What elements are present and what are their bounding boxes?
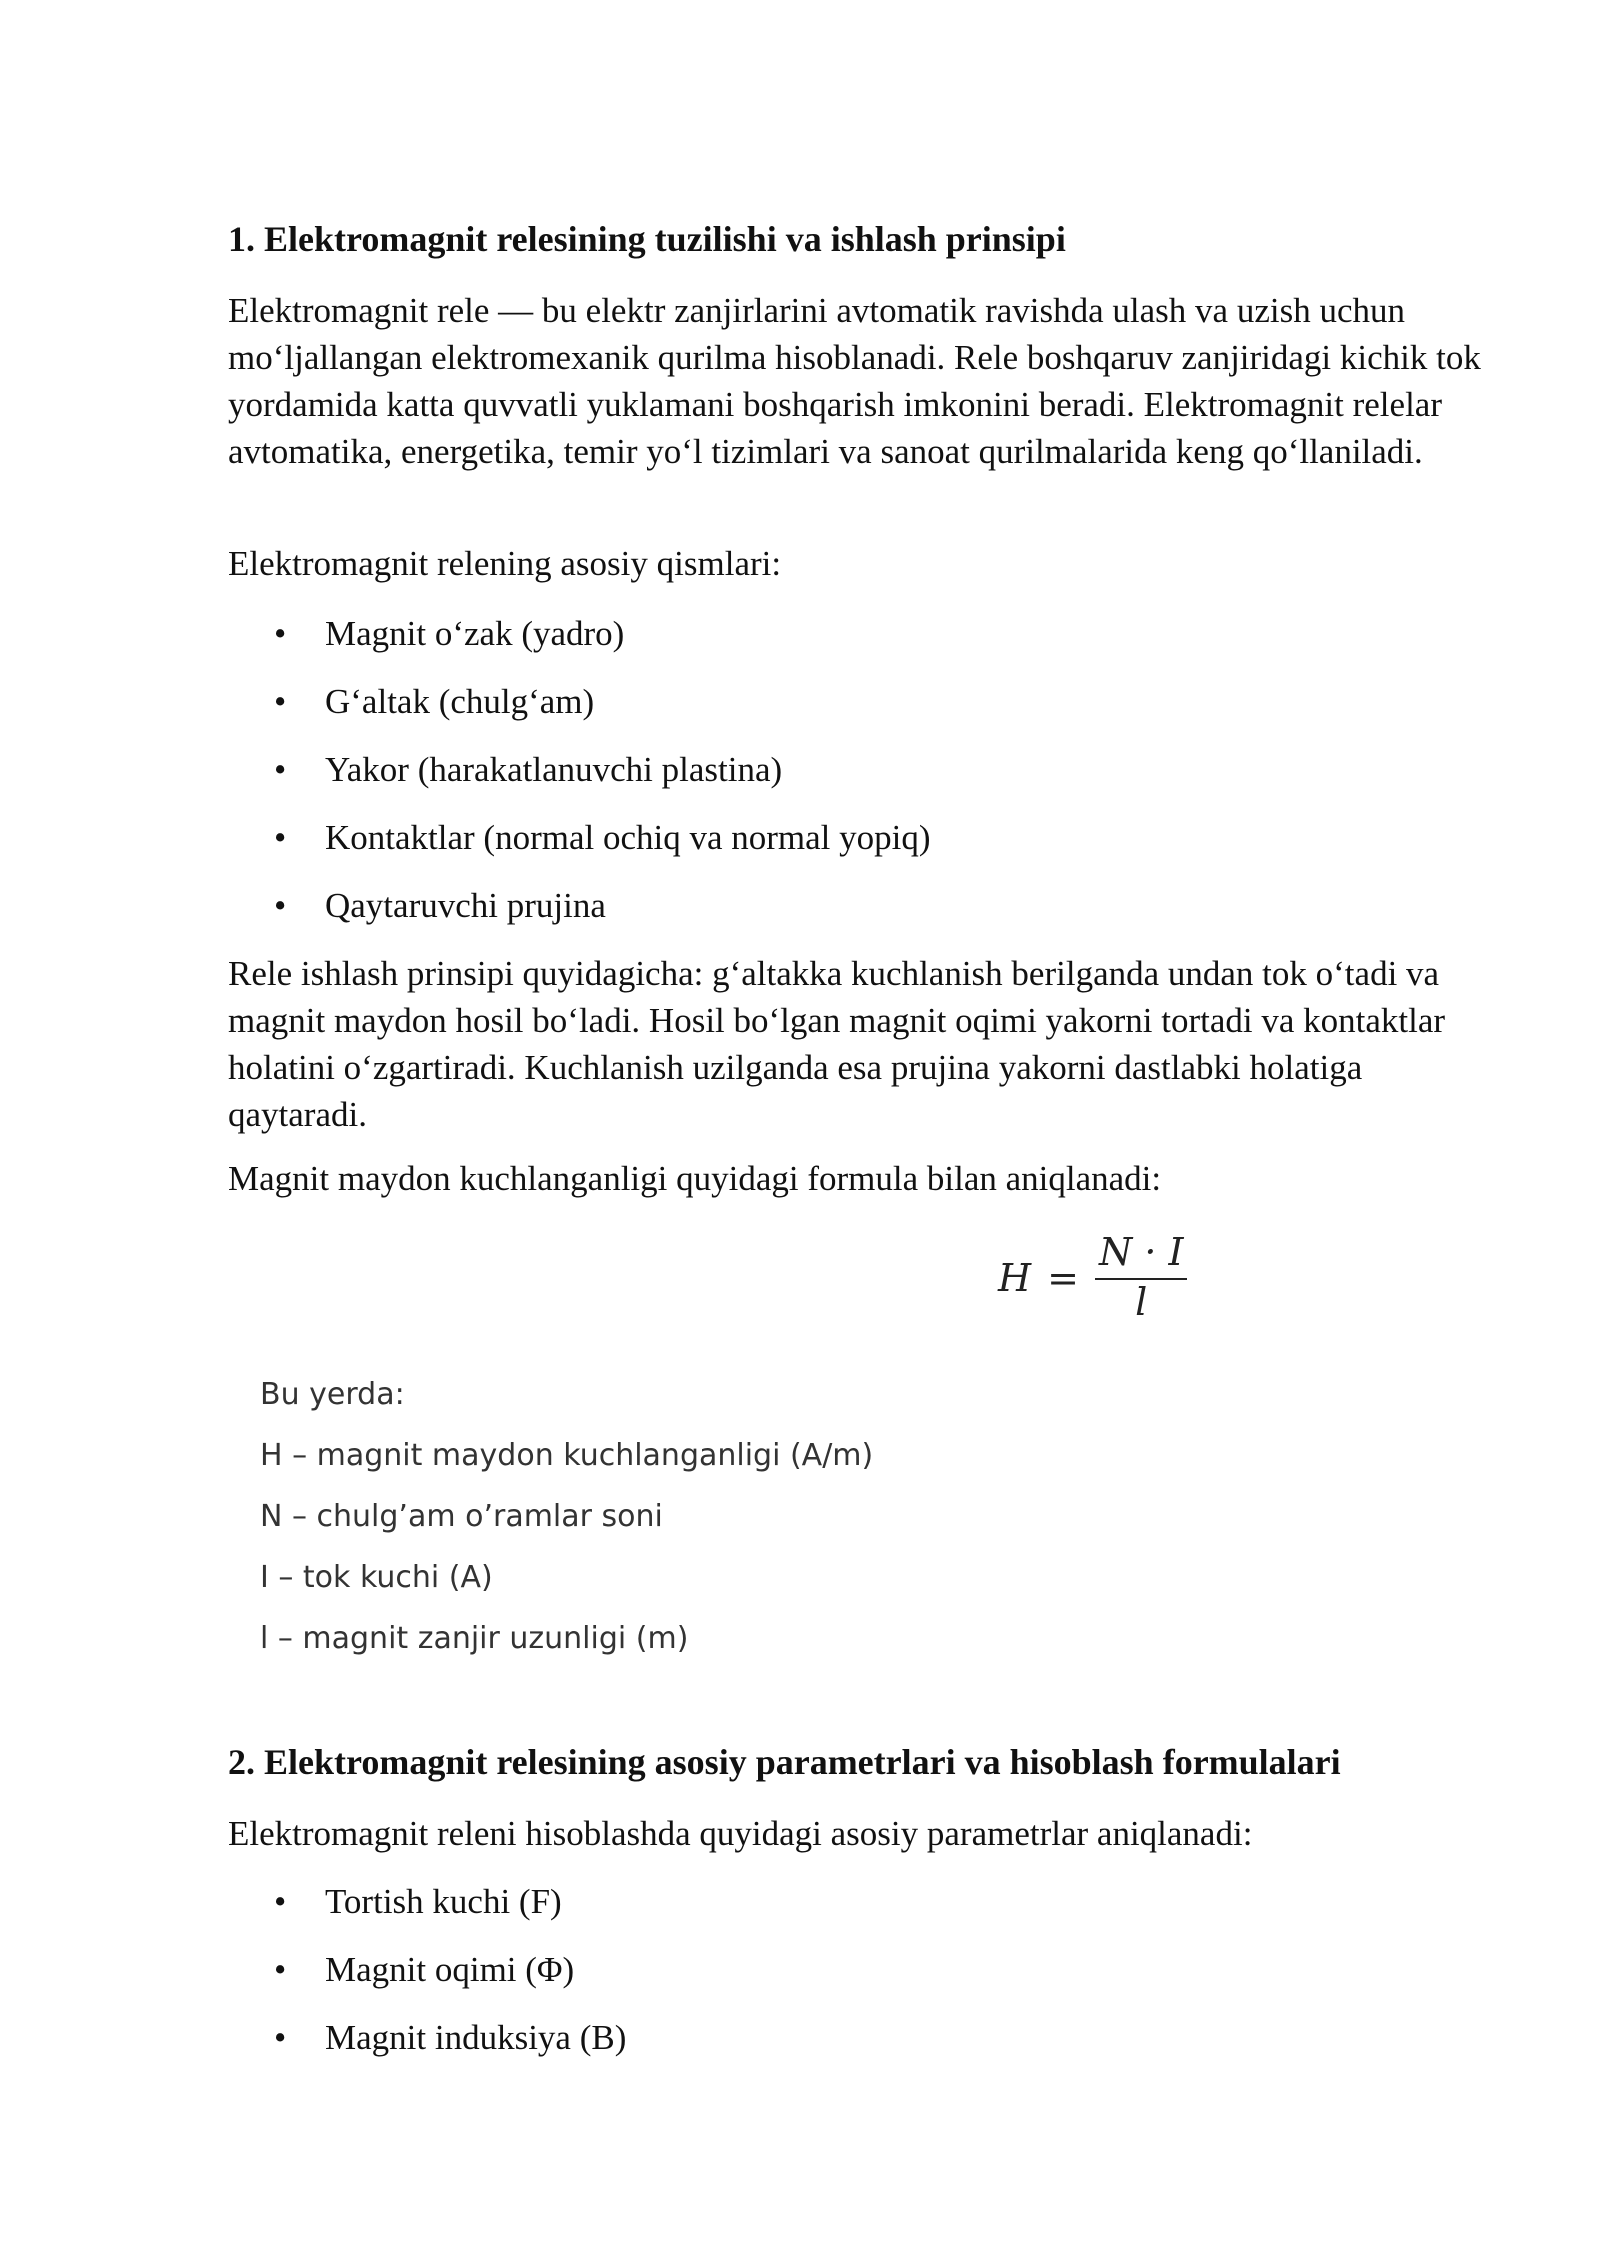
formula-fraction — [1095, 1232, 1188, 1324]
parts-intro-text: Elektromagnit relening asosiy qismlari: — [228, 544, 782, 583]
formula-equals: = — [1047, 1255, 1079, 1300]
list-item-text: Qaytaruvchi prujina — [325, 886, 606, 925]
list-item-text: Magnit o‘zak (yadro) — [325, 614, 625, 653]
list-item-text: Magnit induksiya (B) — [325, 2018, 627, 2057]
list-item-text: Yakor (harakatlanuvchi plastina) — [325, 750, 783, 789]
relay-parameters-list — [228, 1878, 626, 2082]
bullet-icon: • — [274, 750, 287, 789]
list-item — [228, 746, 931, 814]
legend-line: I – tok kuchi (A) — [260, 1560, 493, 1595]
list-item-text: G‘altak (chulg‘am) — [325, 682, 595, 721]
bullet-icon: • — [274, 1882, 287, 1921]
formula-legend — [260, 1375, 873, 1680]
section-2-heading: 2. Elektromagnit relesining asosiy parametrlari va hisoblash formulalari — [228, 1742, 1341, 1782]
legend-line: N – chulg’am o’ramlar soni — [260, 1499, 663, 1534]
list-item-text: Kontaktlar (normal ochiq va normal yopiq) — [325, 818, 931, 857]
formula-intro-text: Magnit maydon kuchlanganligi quyidagi formula bilan aniqlanadi: — [228, 1159, 1162, 1198]
list-item — [228, 610, 931, 678]
formula-numerator: N · I — [1095, 1232, 1188, 1280]
list-item — [228, 814, 931, 882]
relay-parts-list — [228, 610, 931, 950]
legend-line: l – magnit zanjir uzunligi (m) — [260, 1621, 689, 1656]
list-item — [228, 1946, 626, 2014]
formula-denominator: l — [1135, 1279, 1148, 1324]
list-item — [228, 678, 931, 746]
working-principle-paragraph: Rele ishlash prinsipi quyidagicha: g‘altakka kuchlanish berilganda undan tok o‘tadi va magnit maydon hosil bo‘ladi. Hosil bo‘lgan magnit oqimi yakorni tortadi va kontaktlar holatini o‘zgartiradi. Kuchlanish uzilganda esa prujina yakorni dastlabki holatiga qaytaradi. — [228, 954, 1446, 1134]
bullet-icon: • — [274, 2018, 287, 2057]
bullet-icon: • — [274, 682, 287, 721]
formula-lhs: H — [998, 1255, 1032, 1300]
list-item-text: Magnit oqimi (Φ) — [325, 1950, 575, 1989]
section-1-intro-paragraph: Elektromagnit rele — bu elektr zanjirlarini avtomatik ravishda ulash va uzish uchun mo‘ljallangan elektromexanik qurilma hisoblanadi. Rele boshqaruv zanjiridagi kichik tok yordamida katta quvvatli yuklamani boshqarish imkonini beradi. Elektromagnit relelar avtomatika, energetika, temir yo‘l tizimlari va sanoat qurilmalarida keng qo‘llaniladi. — [228, 291, 1481, 471]
legend-line: Bu yerda: — [260, 1377, 405, 1412]
bullet-icon: • — [274, 614, 287, 653]
legend-line: H – magnit maydon kuchlanganligi (A/m) — [260, 1438, 874, 1473]
section-1-heading: 1. Elektromagnit relesining tuzilishi va ishlash prinsipi — [228, 219, 1066, 259]
magnetic-field-formula — [998, 1232, 1187, 1324]
list-item — [228, 1878, 626, 1946]
section-2-intro-text: Elektromagnit releni hisoblashda quyidagi asosiy parametrlar aniqlanadi: — [228, 1814, 1253, 1853]
bullet-icon: • — [274, 886, 287, 925]
list-item — [228, 2014, 626, 2082]
list-item — [228, 882, 931, 950]
list-item-text: Tortish kuchi (F) — [325, 1882, 562, 1921]
bullet-icon: • — [274, 818, 287, 857]
bullet-icon: • — [274, 1950, 287, 1989]
